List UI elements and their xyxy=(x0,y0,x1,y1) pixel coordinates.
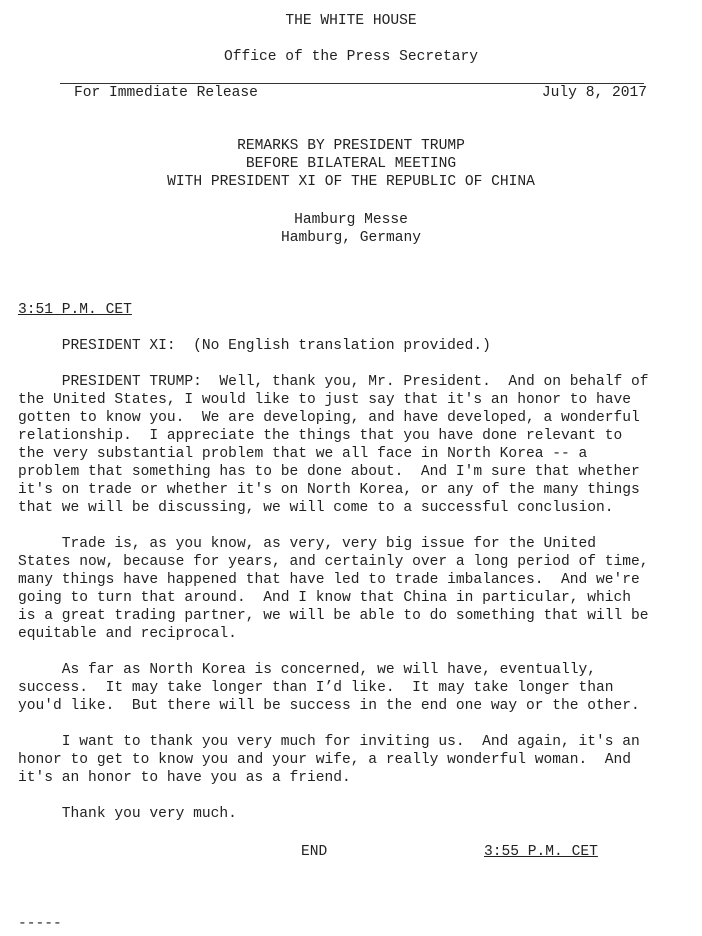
title-line-3: WITH PRESIDENT XI OF THE REPUBLIC OF CHINA xyxy=(167,174,535,190)
office-heading: Office of the Press Secretary xyxy=(224,49,478,65)
institution-heading: THE WHITE HOUSE xyxy=(285,13,417,29)
end-label: END xyxy=(301,844,328,860)
paragraph-trump-2: Trade is, as you know, as very, very big issue for the United States now, because for years, and certainly over a long period of time, many things have happened that have led to trade imbalances. And we're going to turn that around. And I know that China in particular, which is a great trading partner, we will be able to do something that will be equitable and reciprocal. xyxy=(18,536,649,642)
paragraph-trump-1: PRESIDENT TRUMP: Well, thank you, Mr. President. And on behalf of the United States, I would like to just say that it's an honor to have gotten to know you. We are developing, and have developed, a wonderful relationship. I appreciate the things that you have done relevant to the very substantial problem that we all face in North Korea -- a problem that something has to be done about. And I'm sure that whether it's on trade or whether it's on North Korea, or any of the many things that we will be discussing, we will come to a successful conclusion. xyxy=(18,374,649,516)
paragraph-trump-5: Thank you very much. xyxy=(18,806,237,822)
end-time: 3:55 P.M. CET xyxy=(484,844,598,860)
title-line-1: REMARKS BY PRESIDENT TRUMP xyxy=(237,138,465,154)
city: Hamburg, Germany xyxy=(280,230,422,246)
release-label: For Immediate Release xyxy=(74,85,258,101)
paragraph-xi: PRESIDENT XI: (No English translation provided.) xyxy=(18,338,491,354)
paragraph-trump-3: As far as North Korea is concerned, we will have, eventually, success. It may take longer than I’d like. It may take longer than you'd like. But there will be success in the end one way or the other. xyxy=(18,662,640,714)
release-date: July 8, 2017 xyxy=(541,85,647,101)
start-time: 3:51 P.M. CET xyxy=(18,302,132,318)
title-line-2: BEFORE BILATERAL MEETING xyxy=(245,156,457,172)
paragraph-trump-4: I want to thank you very much for inviting us. And again, it's an honor to get to know you and your wife, a really wonderful woman. And it's an honor to have you as a friend. xyxy=(18,734,640,786)
venue: Hamburg Messe xyxy=(294,212,408,228)
footer-separator: ----- xyxy=(18,916,62,932)
